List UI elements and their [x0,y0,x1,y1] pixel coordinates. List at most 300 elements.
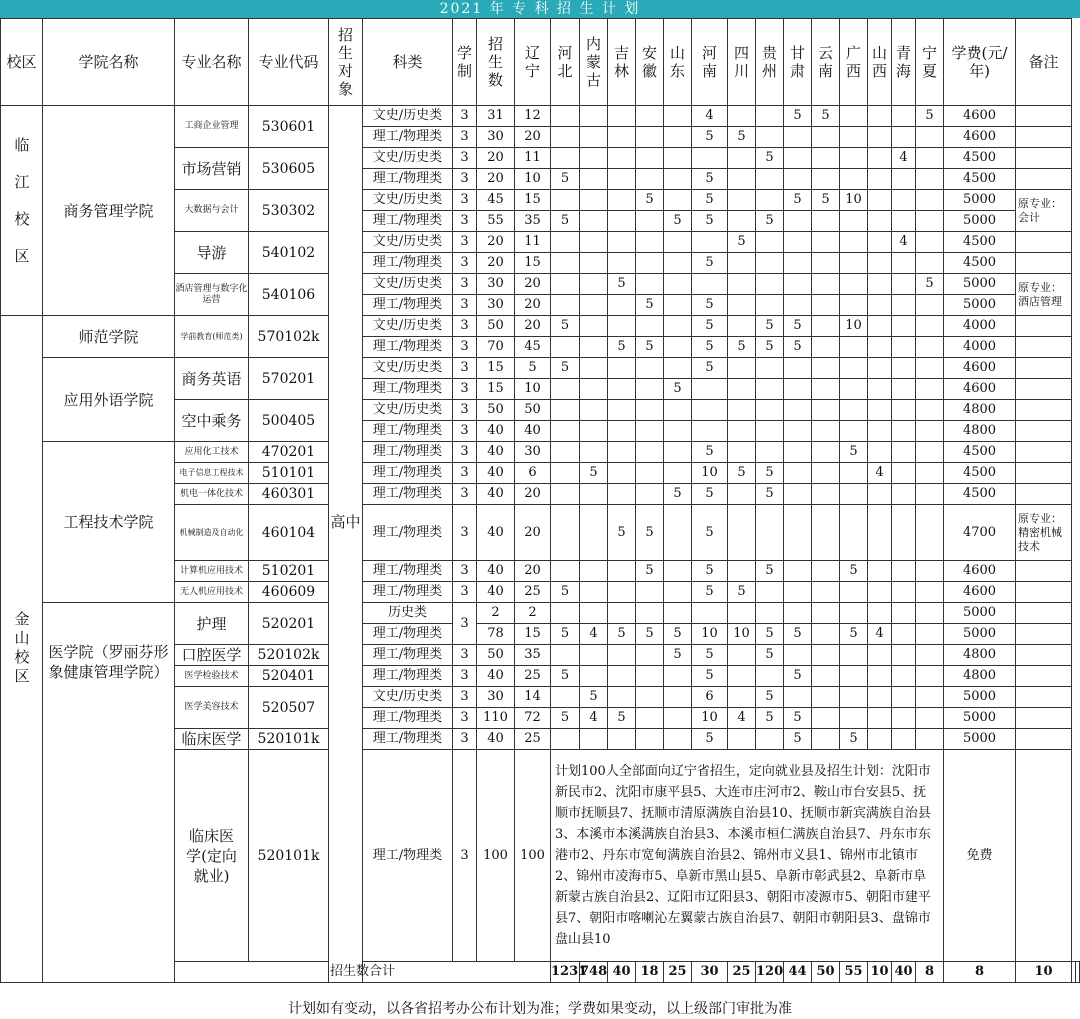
province-cell [551,232,580,253]
province-cell [892,274,916,295]
category-cell: 理工/物理类 [363,169,453,190]
college-cell: 商务管理学院 [43,106,175,316]
header-province: 山西 [868,19,892,106]
province-cell: 4 [728,708,756,729]
years-cell: 3 [453,708,477,729]
province-cell [728,148,756,169]
province-cell: 10 [840,190,868,211]
province-cell: 5 [636,561,664,582]
province-cell: 5 [551,666,580,687]
province-cell: 5 [636,295,664,316]
header-category: 科类 [363,19,453,106]
total-province: 8 [916,962,944,983]
province-cell [812,708,840,729]
province-cell [812,582,840,603]
province-cell [728,603,756,624]
province-cell: 20 [515,127,551,148]
province-cell [636,729,664,750]
province-cell: 5 [784,190,812,211]
tuition-cell: 4600 [944,379,1016,400]
province-cell [812,624,840,645]
header-province: 河南 [692,19,728,106]
province-cell: 2 [515,603,551,624]
province-cell [892,358,916,379]
tuition-cell: 5000 [944,274,1016,295]
province-cell [580,295,608,316]
province-cell: 5 [608,274,636,295]
province-cell [728,316,756,337]
code-cell: 510101 [249,463,329,484]
years-cell: 3 [453,442,477,463]
enroll-cell: 40 [477,484,515,505]
province-cell [664,148,692,169]
province-cell [756,232,784,253]
remark-cell [1016,666,1072,687]
province-cell [812,561,840,582]
province-cell: 5 [756,337,784,358]
province-cell [664,463,692,484]
total-province: 8 [944,962,1016,983]
province-cell [840,148,868,169]
enroll-cell: 50 [477,400,515,421]
code-cell: 510201 [249,561,329,582]
total-province: 25 [664,962,692,983]
province-cell: 5 [608,505,636,561]
college-cell: 师范学院 [43,316,175,358]
province-cell [892,603,916,624]
remark-cell [1016,358,1072,379]
province-cell [664,666,692,687]
province-cell [756,190,784,211]
province-cell [551,127,580,148]
province-cell [608,358,636,379]
major-cell: 口腔医学 [175,645,249,666]
remark-cell [1016,232,1072,253]
category-cell: 理工/物理类 [363,211,453,232]
total-province: 10 [868,962,892,983]
province-cell [892,442,916,463]
province-cell: 5 [756,645,784,666]
major-cell: 学前教育(师范类) [175,316,249,358]
province-cell: 10 [728,624,756,645]
province-cell [784,274,812,295]
province-cell: 50 [515,400,551,421]
province-cell [840,505,868,561]
province-cell: 5 [664,624,692,645]
province-cell: 10 [692,624,728,645]
category-cell: 理工/物理类 [363,337,453,358]
province-cell: 5 [692,645,728,666]
province-cell [728,666,756,687]
province-cell [812,211,840,232]
province-cell [580,106,608,127]
campus-cell: 临江校区 [1,106,43,316]
province-cell [551,505,580,561]
province-cell [892,106,916,127]
years-cell: 3 [453,274,477,295]
province-cell [916,400,944,421]
province-cell [551,274,580,295]
table-row [1,358,1080,379]
remark-cell [1016,484,1072,505]
province-cell: 5 [692,666,728,687]
province-cell [868,582,892,603]
province-cell [916,463,944,484]
province-cell [580,666,608,687]
province-cell [551,190,580,211]
enroll-cell: 78 [477,624,515,645]
province-cell [812,316,840,337]
province-cell [868,484,892,505]
province-cell: 5 [784,708,812,729]
province-cell [784,295,812,316]
header-remark: 备注 [1016,19,1072,106]
province-cell [608,316,636,337]
province-cell [580,190,608,211]
code-cell: 470201 [249,442,329,463]
province-cell [580,253,608,274]
province-cell [664,561,692,582]
province-cell [784,169,812,190]
province-cell [664,400,692,421]
province-cell: 5 [551,708,580,729]
province-cell [728,561,756,582]
province-cell [636,666,664,687]
years-cell: 3 [453,603,477,645]
province-cell [892,316,916,337]
province-cell [580,337,608,358]
province-cell [728,442,756,463]
province-cell: 5 [692,295,728,316]
province-cell [916,645,944,666]
remark-cell [1016,750,1072,962]
total-province: 748 [580,962,608,983]
remark-cell [1016,687,1072,708]
target-cell: 高中 [329,106,363,983]
province-cell [784,379,812,400]
province-cell [892,624,916,645]
province-cell: 35 [515,645,551,666]
years-cell: 3 [453,687,477,708]
province-cell [916,211,944,232]
province-cell: 6 [692,687,728,708]
code-cell: 520101k [249,750,329,962]
total-remark [1076,962,1080,983]
province-cell [812,148,840,169]
province-cell [692,148,728,169]
province-cell [608,295,636,316]
province-cell [840,337,868,358]
province-cell [868,505,892,561]
province-cell: 15 [515,190,551,211]
code-cell: 520507 [249,687,329,729]
province-cell: 5 [608,708,636,729]
tuition-cell: 5000 [944,603,1016,624]
province-cell [608,645,636,666]
province-cell [812,687,840,708]
province-cell [812,232,840,253]
province-cell [868,379,892,400]
major-cell: 医学检验技术 [175,666,249,687]
code-cell: 570102k [249,316,329,358]
category-cell: 理工/物理类 [363,421,453,442]
province-cell [812,729,840,750]
years-cell: 3 [453,561,477,582]
remark-cell [1016,582,1072,603]
province-cell [728,106,756,127]
remark-cell: 原专业：酒店管理 [1016,274,1072,316]
province-cell [868,645,892,666]
province-cell [784,358,812,379]
province-cell [580,169,608,190]
total-province: 50 [812,962,840,983]
header-college: 学院名称 [43,19,175,106]
province-cell [608,687,636,708]
province-cell [692,379,728,400]
total-province: 40 [892,962,916,983]
province-cell [608,169,636,190]
province-cell [868,316,892,337]
province-cell: 5 [692,582,728,603]
province-cell: 5 [551,211,580,232]
province-cell [580,379,608,400]
province-cell: 10 [515,379,551,400]
province-cell [812,274,840,295]
province-cell [728,645,756,666]
province-cell [840,211,868,232]
remark-cell [1016,337,1072,358]
remark-cell [1016,708,1072,729]
category-cell: 文史/历史类 [363,106,453,127]
province-cell: 5 [692,253,728,274]
tuition-cell: 免费 [944,750,1016,962]
major-cell: 护理 [175,603,249,645]
total-province: 18 [636,962,664,983]
province-cell [580,232,608,253]
tuition-cell: 4500 [944,253,1016,274]
enroll-cell: 20 [477,169,515,190]
province-cell [692,603,728,624]
major-cell: 计算机应用技术 [175,561,249,582]
province-cell: 12 [515,106,551,127]
province-cell [608,127,636,148]
enroll-cell: 40 [477,561,515,582]
province-cell: 5 [784,316,812,337]
province-cell: 20 [515,561,551,582]
province-cell [892,169,916,190]
tuition-cell: 4500 [944,232,1016,253]
province-cell: 5 [692,337,728,358]
province-cell [664,169,692,190]
province-cell [840,645,868,666]
tuition-cell: 4500 [944,484,1016,505]
province-cell [580,582,608,603]
college-cell: 应用外语学院 [43,358,175,442]
province-cell: 100 [515,750,551,962]
province-cell: 15 [515,624,551,645]
years-cell: 3 [453,505,477,561]
enroll-cell: 100 [477,750,515,962]
province-cell [664,127,692,148]
category-cell: 理工/物理类 [363,463,453,484]
remark-cell: 原专业：会计 [1016,190,1072,232]
province-cell [664,582,692,603]
province-cell [840,295,868,316]
enroll-cell: 30 [477,274,515,295]
province-cell [580,127,608,148]
major-cell: 临床医学 [175,729,249,750]
years-cell: 3 [453,253,477,274]
province-cell: 10 [692,463,728,484]
province-cell [868,442,892,463]
years-cell: 3 [453,484,477,505]
province-cell [608,211,636,232]
province-cell [916,316,944,337]
province-cell [892,211,916,232]
province-cell [692,274,728,295]
province-cell [868,274,892,295]
province-cell [551,337,580,358]
category-cell: 文史/历史类 [363,190,453,211]
remark-cell [1016,106,1072,127]
code-cell: 520101k [249,729,329,750]
category-cell: 理工/物理类 [363,379,453,400]
province-cell: 5 [692,211,728,232]
province-cell [636,603,664,624]
code-cell: 460301 [249,484,329,505]
years-cell: 3 [453,211,477,232]
total-province: 25 [728,962,756,983]
code-cell: 570201 [249,358,329,400]
remark-cell [1016,148,1072,169]
province-cell [868,106,892,127]
enroll-cell: 40 [477,505,515,561]
province-cell [916,666,944,687]
tuition-cell: 5000 [944,708,1016,729]
province-cell: 4 [692,106,728,127]
province-cell [868,603,892,624]
province-cell [868,666,892,687]
province-cell: 40 [515,421,551,442]
province-cell [784,687,812,708]
province-cell [756,379,784,400]
province-cell: 5 [515,358,551,379]
province-cell [728,379,756,400]
province-cell [756,666,784,687]
province-cell [916,729,944,750]
province-cell [892,666,916,687]
category-cell: 理工/物理类 [363,582,453,603]
province-cell [840,232,868,253]
remark-cell [1016,442,1072,463]
category-cell: 理工/物理类 [363,127,453,148]
tuition-cell: 4700 [944,505,1016,561]
province-cell [756,295,784,316]
province-cell: 5 [756,708,784,729]
remark-cell [1016,645,1072,666]
province-cell [756,505,784,561]
province-cell [784,463,812,484]
province-cell [916,190,944,211]
province-cell [916,148,944,169]
tuition-cell: 5000 [944,190,1016,211]
province-cell [580,505,608,561]
province-cell: 5 [692,505,728,561]
code-cell: 460104 [249,505,329,561]
tuition-cell: 4500 [944,442,1016,463]
province-cell [608,379,636,400]
province-cell: 5 [728,127,756,148]
header-province: 青海 [892,19,916,106]
province-cell [664,421,692,442]
province-cell [636,400,664,421]
major-cell: 电子信息工程技术 [175,463,249,484]
years-cell: 3 [453,106,477,127]
header-province: 甘肃 [784,19,812,106]
province-cell [892,295,916,316]
province-cell [664,274,692,295]
province-cell [916,358,944,379]
enroll-cell: 31 [477,106,515,127]
years-cell: 3 [453,379,477,400]
province-cell [892,337,916,358]
province-cell: 5 [812,106,840,127]
years-cell: 3 [453,729,477,750]
major-cell: 导游 [175,232,249,274]
category-cell: 理工/物理类 [363,253,453,274]
province-cell: 5 [784,666,812,687]
campus-cell: 金山校区 [1,316,43,983]
enroll-cell: 2 [477,603,515,624]
province-cell [892,505,916,561]
province-cell [756,603,784,624]
province-cell [636,379,664,400]
category-cell: 理工/物理类 [363,442,453,463]
header-years: 学制 [453,19,477,106]
province-cell: 5 [551,169,580,190]
tuition-cell: 4800 [944,666,1016,687]
province-cell [868,127,892,148]
province-cell [551,463,580,484]
province-cell [551,645,580,666]
province-cell [812,379,840,400]
header-tuition: 学费(元/年) [944,19,1016,106]
years-cell: 3 [453,127,477,148]
province-cell [812,484,840,505]
province-cell [784,561,812,582]
header-enroll: 招生数 [477,19,515,106]
province-cell [812,127,840,148]
province-cell: 10 [840,316,868,337]
province-cell: 5 [692,127,728,148]
category-cell: 文史/历史类 [363,316,453,337]
province-cell [664,337,692,358]
province-cell: 5 [756,316,784,337]
header-province: 广西 [840,19,868,106]
major-cell: 大数据与会计 [175,190,249,232]
province-cell [636,148,664,169]
province-cell [608,400,636,421]
province-cell [840,708,868,729]
province-cell [728,274,756,295]
province-cell: 4 [580,708,608,729]
enroll-cell: 30 [477,295,515,316]
enroll-cell: 20 [477,232,515,253]
province-cell: 5 [551,316,580,337]
remark-cell [1016,463,1072,484]
province-cell: 5 [784,729,812,750]
province-cell [664,729,692,750]
